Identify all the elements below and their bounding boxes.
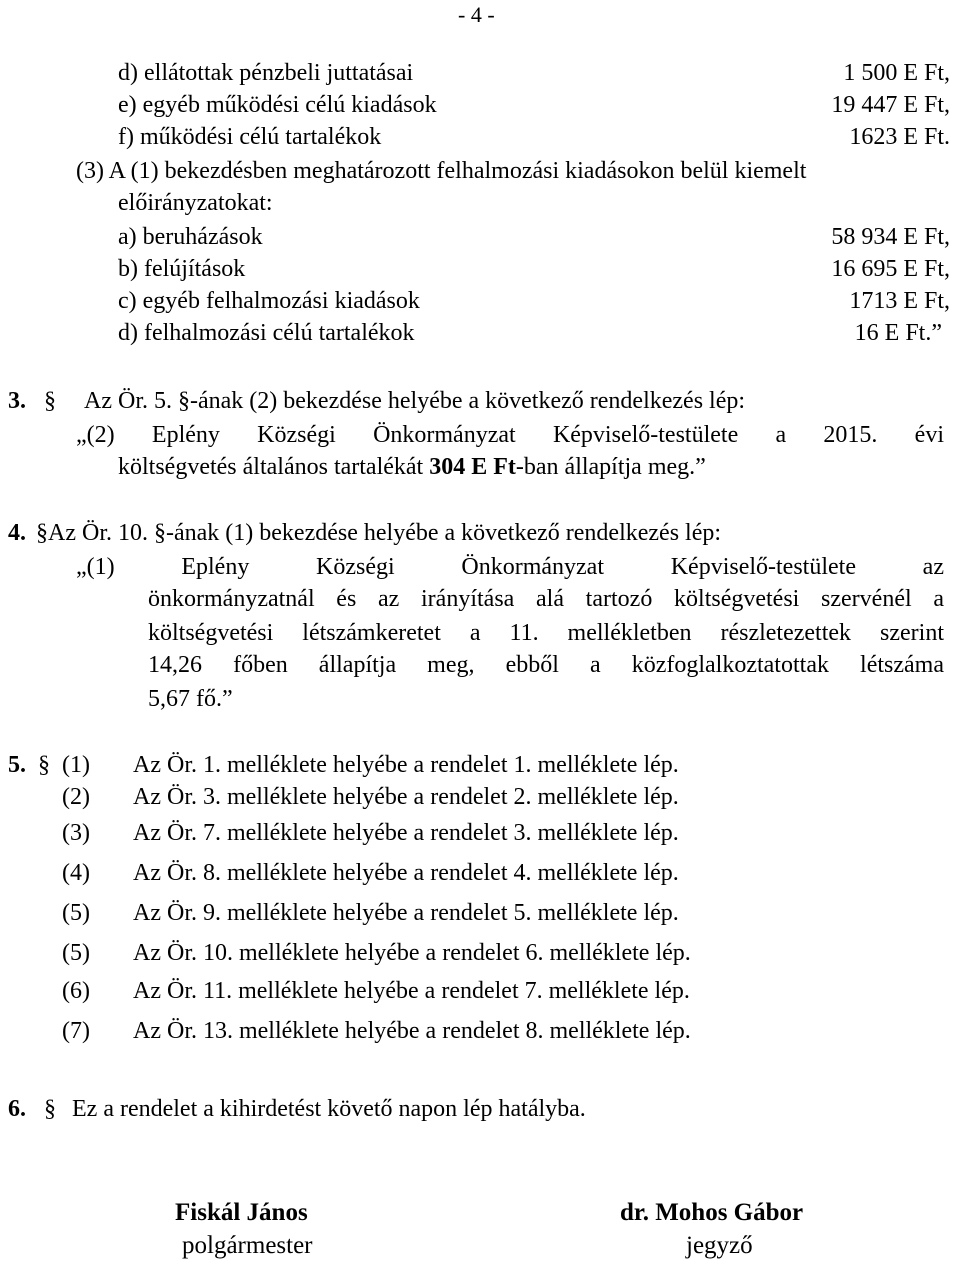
list-item-number: (5) — [62, 940, 90, 966]
section-number: 5. — [8, 752, 26, 778]
list-item-number: (2) — [62, 784, 90, 810]
signer-name-right: dr. Mohos Gábor — [620, 1199, 804, 1226]
section-3-amount: 304 E Ft — [429, 454, 516, 480]
list-item-text: Az Ör. 1. melléklete helyébe a rendelet 1. melléklete lép. — [133, 752, 679, 778]
section-sign-icon: § — [36, 520, 48, 546]
list-item-value: 1713 E Ft, — [849, 288, 950, 314]
list-item-number: (7) — [62, 1018, 90, 1044]
section-3-line2 — [118, 452, 706, 482]
section-4-heading — [8, 518, 721, 548]
list-item-label: d) felhalmozási célú tartalékok — [118, 320, 415, 346]
list-item-text: Az Ör. 13. melléklete helyébe a rendelet 8. melléklete lép. — [133, 1018, 691, 1044]
section-3-text: költségvetés általános tartalékát — [118, 454, 430, 480]
signer-name-left: Fiskál János — [175, 1199, 308, 1226]
section-sign-icon: § — [44, 1096, 56, 1122]
signer-title-right: jegyző — [686, 1232, 753, 1259]
list-item-text: Az Ör. 3. melléklete helyébe a rendelet 2. melléklete lép. — [133, 784, 679, 810]
list-item-label: a) beruházások — [118, 224, 263, 250]
section-heading-text: -ának (2) bekezdése helyébe a következő rendelkezés lép: — [189, 388, 746, 414]
paragraph-3-line2: előirányzatokat: — [118, 190, 273, 216]
section-3-text: -ban állapítja meg.” — [515, 454, 706, 480]
list-item-number: (5) — [62, 900, 90, 926]
section-3-heading — [8, 386, 745, 416]
section-4-line4: 14,26 főben állapítja meg, ebből a közfoglalkoztatottak létszáma — [148, 652, 944, 678]
list-item-label: b) felújítások — [118, 256, 246, 282]
section-4-line1: „(1) Eplény Községi Önkormányzat Képviselő-testülete az — [76, 554, 944, 580]
list-item-label: f) működési célú tartalékok — [118, 124, 382, 150]
list-item-label: c) egyéb felhalmozási kiadások — [118, 288, 420, 314]
section-number: 4. — [8, 520, 26, 546]
signer-title-left: polgármester — [182, 1232, 313, 1259]
list-item-text: Az Ör. 7. melléklete helyébe a rendelet 3. melléklete lép. — [133, 820, 679, 846]
section-number: 6. — [8, 1096, 26, 1122]
section-4-line3: költségvetési létszámkeretet a 11. mellékletben részletezettek szerint — [148, 620, 944, 646]
list-item-text: Az Ör. 11. melléklete helyébe a rendelet 7. melléklete lép. — [133, 978, 690, 1004]
section-number: 3. — [8, 388, 26, 414]
section-heading-text: Az Ör. 10. — [48, 520, 154, 546]
list-item-number: (4) — [62, 860, 90, 886]
section-6-text: Ez a rendelet a kihirdetést követő napon lép hatályba. — [72, 1096, 586, 1122]
page-number: - 4 - — [458, 2, 495, 27]
list-item-number: (3) — [62, 820, 90, 846]
list-item-label: d) ellátottak pénzbeli juttatásai — [118, 60, 414, 86]
list-item-text: Az Ör. 9. melléklete helyébe a rendelet 5. melléklete lép. — [133, 900, 679, 926]
list-item-label: e) egyéb működési célú kiadások — [118, 92, 437, 118]
list-item-value: 16 695 E Ft, — [831, 256, 950, 282]
section-sign-icon: § — [177, 388, 190, 414]
list-item-number: (1) — [62, 752, 90, 778]
section-sign-icon: § — [38, 752, 50, 778]
section-heading-text: -ának (1) bekezdése helyébe a következő rendelkezés lép: — [165, 520, 722, 546]
section-4-line5: 5,67 fő.” — [148, 686, 233, 712]
list-item-value: 1 500 E Ft, — [843, 60, 950, 86]
paragraph-3-line1: (3) A (1) bekezdésben meghatározott felhalmozási kiadásokon belül kiemelt — [76, 158, 807, 184]
section-3-line1: „(2) Eplény Községi Önkormányzat Képviselő-testülete a 2015. évi — [76, 422, 944, 448]
list-item-number: (6) — [62, 978, 90, 1004]
section-4-line2: önkormányzatnál és az irányítása alá tartozó költségvetési szervénél a — [148, 586, 944, 612]
section-heading-text: Az Ör. 5. — [84, 388, 178, 414]
section-5-heading — [8, 750, 50, 780]
list-item-value: 58 934 E Ft, — [831, 224, 950, 250]
list-item-text: Az Ör. 10. melléklete helyébe a rendelet 6. melléklete lép. — [133, 940, 691, 966]
list-item-value: 1623 E Ft. — [849, 124, 950, 150]
list-item-text: Az Ör. 8. melléklete helyébe a rendelet 4. melléklete lép. — [133, 860, 679, 886]
section-6 — [8, 1094, 586, 1124]
section-sign-icon: § — [153, 520, 166, 546]
section-sign-icon: § — [44, 388, 56, 414]
list-item-value: 16 E Ft.” — [854, 320, 942, 346]
list-item-value: 19 447 E Ft, — [831, 92, 950, 118]
